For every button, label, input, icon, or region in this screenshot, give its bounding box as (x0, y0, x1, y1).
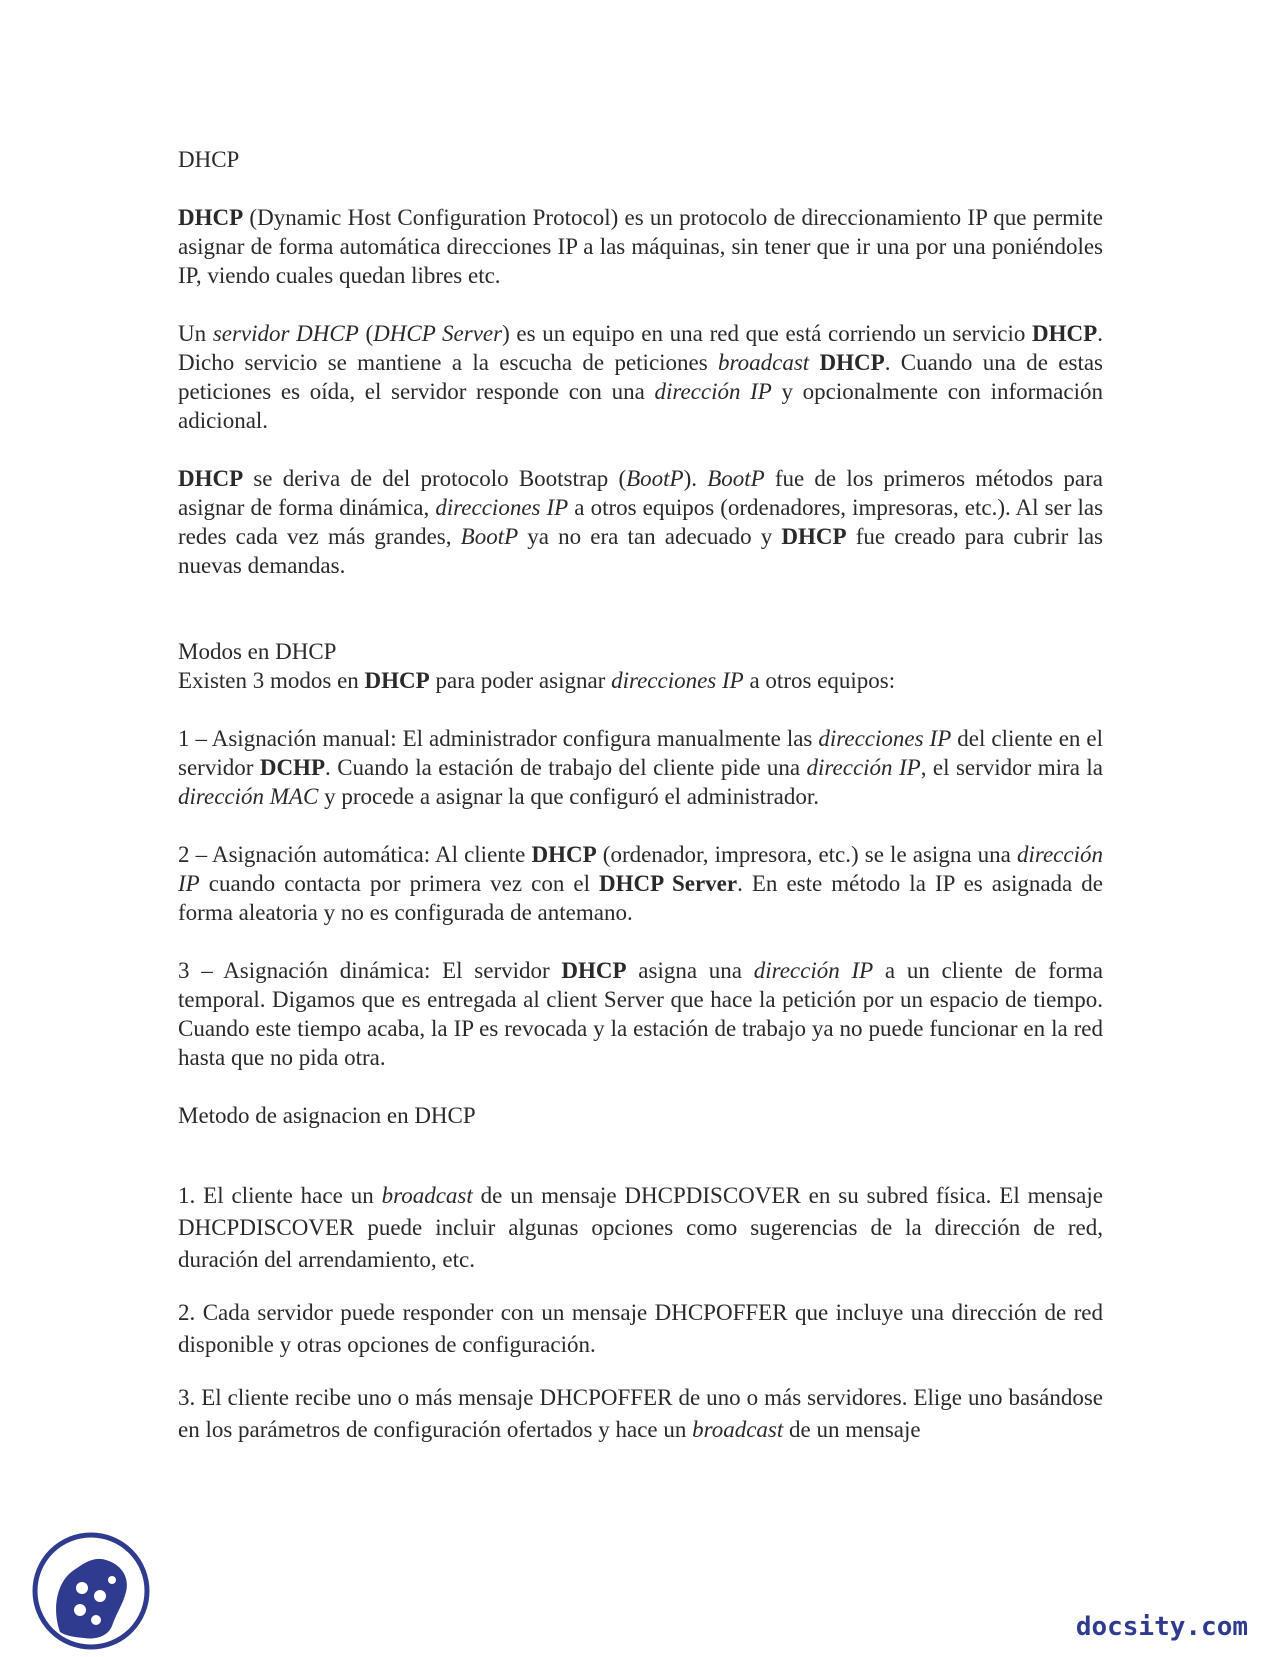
modes-heading: Modos en DHCP (178, 639, 337, 664)
intro-paragraph: DHCP (Dynamic Host Configuration Protocol) es un protocolo de direccionamiento IP que permite asignar de forma automática direcciones IP a las máquinas, sin tener que ir una por una poniéndoles IP, viendo cuales quedan libres etc. (178, 205, 1103, 288)
docsity-logo-icon (30, 1530, 152, 1652)
docsity-brand-text[interactable]: docsity.com (1075, 1612, 1248, 1642)
document-title: DHCP (178, 147, 240, 172)
mode-2-paragraph: 2 – Asignación automática: Al cliente DHCP (ordenador, impresora, etc.) se le asigna una dirección IP cuando contacta por primera vez con el DHCP Server. En este método la IP es asignada de forma aleatoria y no es configurada de antemano. (178, 842, 1104, 925)
document-body (178, 145, 1103, 1446)
server-paragraph: Un servidor DHCP (DHCP Server) es un equipo en una red que está corriendo un servicio DHCP. Dicho servicio se mantiene a la escucha de peticiones broadcast DHCP. Cuando una de estas peticiones es oída, el servidor responde con una dirección IP y opcionalmente con información adicional. (178, 321, 1103, 433)
method-heading: Metodo de asignacion en DHCP (178, 1103, 476, 1128)
step-3-paragraph: 3. El cliente recibe uno o más mensaje DHCPOFFER de uno o más servidores. Elige uno basándose en los parámetros de configuración ofertados y hace un broadcast de un mensaje (178, 1385, 1103, 1442)
modes-intro: Existen 3 modos en DHCP para poder asignar direcciones IP a otros equipos: (178, 668, 896, 693)
mode-1-paragraph: 1 – Asignación manual: El administrador configura manualmente las direcciones IP del cliente en el servidor DCHP. Cuando la estación de trabajo del cliente pide una dirección IP, el servidor mira la dirección MAC y procede a asignar la que configuró el administrador. (178, 726, 1104, 809)
step-2-paragraph: 2. Cada servidor puede responder con un mensaje DHCPOFFER que incluye una dirección de red disponible y otras opciones de configuración. (178, 1300, 1103, 1357)
mode-3-paragraph: 3 – Asignación dinámica: El servidor DHCP asigna una dirección IP a un cliente de forma temporal. Digamos que es entregada al client Server que hace la petición por un espacio de tiempo. Cuando este tiempo acaba, la IP es revocada y la estación de trabajo ya no puede funcionar en la red hasta que no pida otra. (178, 958, 1103, 1070)
bootp-paragraph: DHCP se deriva de del protocolo Bootstrap (BootP). BootP fue de los primeros métodos para asignar de forma dinámica, direcciones IP a otros equipos (ordenadores, impresoras, etc.). Al ser las redes cada vez más grandes, BootP ya no era tan adecuado y DHCP fue creado para cubrir las nuevas demandas. (178, 466, 1104, 578)
step-1-paragraph: 1. El cliente hace un broadcast de un mensaje DHCPDISCOVER en su subred física. El mensaje DHCPDISCOVER puede incluir algunas opciones como sugerencias de la dirección de red, duración del arrendamiento, etc. (178, 1183, 1103, 1272)
